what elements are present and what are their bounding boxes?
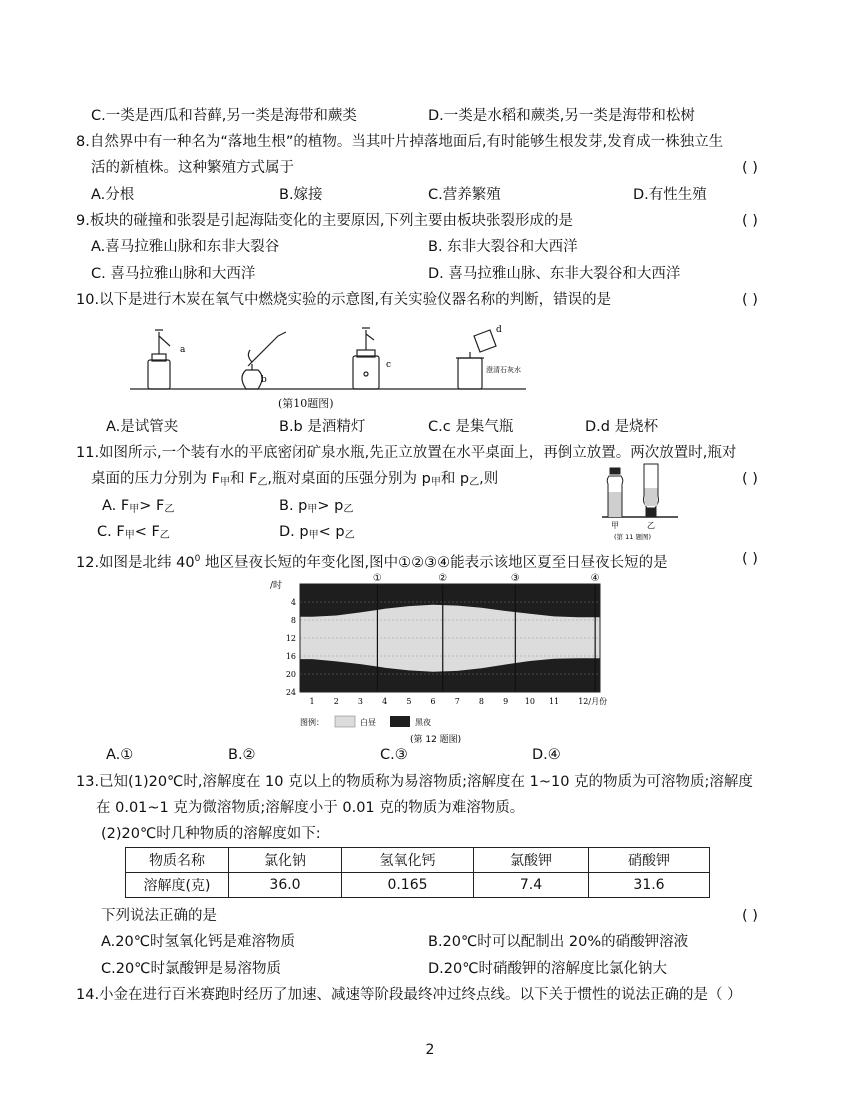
q8-answer-paren: ( ) [742, 160, 758, 176]
q11-figure [600, 462, 680, 542]
y-tick-label: 24 [285, 688, 296, 697]
q12-option-b: B.② [228, 747, 256, 763]
q12-option-c: C.③ [380, 747, 408, 763]
x-tick-label: 11 [548, 697, 560, 706]
x-tick-label: 9 [503, 697, 509, 706]
table-cell: 氢氧化钙 [342, 848, 474, 873]
q11-option-a: A. $F_甲> F_乙$ [102, 498, 175, 515]
q11-option-c: C. $F_甲< F_乙$ [97, 524, 170, 541]
table-header-row [126, 848, 710, 873]
q10-option-d: D.d 是烧杯 [585, 419, 659, 435]
y-tick-label: 4 [290, 598, 296, 607]
table-cell: 31.6 [589, 873, 710, 898]
q9-stem: 9.板块的碰撞和张裂是引起海陆变化的主要原因,下列主要由板块张裂形成的是 [76, 213, 573, 229]
x-tick-label: 10 [524, 697, 535, 706]
x-tick-label: 6 [430, 697, 436, 706]
q9-option-c: C. 喜马拉雅山脉和大西洋 [91, 266, 256, 282]
table-cell: 7.4 [474, 873, 589, 898]
q9-option-b: B. 东非大裂谷和大西洋 [428, 239, 578, 255]
q12-option-a: A.① [106, 747, 134, 763]
table-cell: 物质名称 [126, 848, 229, 873]
q12-chart [268, 570, 618, 748]
q8-stem-line2: 活的新植株。这种繁殖方式属于 [91, 160, 294, 176]
y-axis-label: /时 [270, 581, 283, 591]
apparatus-beaker-pouring [456, 330, 496, 389]
marker-label: ① [372, 573, 382, 584]
q14-stem: 14.小金在进行百米赛跑时经历了加速、减速等阶段最终冲过终点线。以下关于惯性的说法正确的是（ ） [76, 987, 742, 1003]
table-cell: 氯酸钾 [474, 848, 589, 873]
q11-stem-line2: 桌面的压力分别为 $F_甲$和 $F_乙$,瓶对桌面的压强分别为 $p_甲$和 $p_乙$,则 [91, 471, 499, 488]
x-tick-label: 5 [406, 697, 412, 706]
legend-night-swatch [390, 716, 410, 727]
table-cell: 硝酸钾 [589, 848, 710, 873]
label-a: a [180, 345, 186, 355]
q9-option-a: A.喜马拉雅山脉和东非大裂谷 [91, 239, 280, 255]
q13-option-a: A.20℃时氢氧化钙是难溶物质 [101, 934, 296, 950]
table-cell: 36.0 [229, 873, 342, 898]
q11-option-b: B. $p_甲> p_乙$ [279, 498, 354, 515]
marker-label: ③ [510, 573, 520, 584]
inverted-bottle [643, 464, 658, 517]
x-tick-label: 1 [309, 697, 315, 706]
table-cell: 0.165 [342, 873, 474, 898]
legend-day-label: 白昼 [360, 718, 376, 727]
q12-figure-caption: (第 12 题图) [410, 735, 462, 745]
apparatus-bottle-with-holder [148, 330, 170, 389]
q9-option-d: D. 喜马拉雅山脉、东非大裂谷和大西洋 [428, 266, 681, 282]
marker-label: ④ [590, 573, 600, 584]
apparatus-gas-jar [353, 328, 379, 389]
q12-option-d: D.④ [532, 747, 561, 763]
x-tick-label: 2 [333, 697, 339, 706]
label-yi: 乙 [647, 521, 655, 530]
q13-option-b: B.20℃时可以配制出 20%的硝酸钾溶液 [428, 934, 689, 950]
q8-option-d: D.有性生殖 [633, 187, 707, 203]
q8-option-a: A.分根 [91, 187, 135, 203]
upright-bottle [607, 468, 623, 517]
q11-option-d: D. $p_甲< p_乙$ [279, 524, 355, 541]
q7-option-c: C.一类是西瓜和苔藓,另一类是海带和蕨类 [91, 108, 357, 124]
q10-figure-caption: (第10题图) [278, 397, 334, 410]
q8-option-c: C.营养繁殖 [428, 187, 501, 203]
q13-option-c: C.20℃时氯酸钾是易溶物质 [101, 961, 281, 977]
q10-stem: 10.以下是进行木炭在氧气中燃烧实验的示意图,有关实验仪器名称的判断，错误的是 [76, 292, 612, 308]
q11-answer-paren: ( ) [742, 471, 758, 487]
q13-stem-line1: 13.已知(1)20℃时,溶解度在 10 克以上的物质称为易溶物质;溶解度在 1~10 克的物质为可溶物质;溶解度 [76, 774, 753, 790]
y-tick-label: 20 [285, 670, 296, 679]
q9-answer-paren: ( ) [742, 213, 758, 229]
q8-option-b: B.嫁接 [279, 187, 323, 203]
x-tick-label: 3 [357, 697, 364, 706]
x-tick-labels [310, 696, 608, 706]
legend-night-label: 黑夜 [415, 718, 431, 727]
q13-ask: 下列说法正确的是 [101, 908, 217, 924]
y-tick-label: 16 [285, 652, 296, 661]
q13-answer-paren: ( ) [742, 908, 758, 924]
table-row [126, 873, 710, 898]
q12-answer-paren: ( ) [742, 551, 758, 567]
q13-stem-line2: 在 0.01~1 克为微溶物质;溶解度小于 0.01 克的物质为难溶物质。 [96, 800, 525, 816]
q11-stem-line1: 11.如图所示,一个装有水的平底密闭矿泉水瓶,先正立放置在水平桌面上，再倒立放置。两次放置时,瓶对 [76, 445, 737, 461]
y-tick-labels [286, 598, 296, 697]
table-cell: 溶解度(克) [126, 873, 229, 898]
y-tick-label: 12 [285, 634, 296, 643]
legend-label: 图例： [300, 718, 324, 727]
q10-option-a: A.是试管夹 [106, 419, 179, 435]
q7-option-d: D.一类是水稻和蕨类,另一类是海带和松树 [428, 108, 695, 124]
q10-answer-paren: ( ) [742, 292, 758, 308]
q13-stem-line3: (2)20℃时几种物质的溶解度如下: [101, 826, 321, 842]
label-c: c [386, 360, 392, 370]
q8-stem-line1: 8.自然界中有一种名为“落地生根”的植物。当其叶片掉落地面后,有时能够生根发芽,发育成一株独立生 [76, 134, 724, 150]
solubility-table [125, 847, 710, 898]
q13-option-d: D.20℃时硝酸钾的溶解度比氯化钠大 [428, 961, 668, 977]
label-limewater: 澄清石灰水 [486, 366, 521, 374]
q11-figure-caption: (第 11 题图) [614, 533, 651, 541]
label-b: b [261, 375, 267, 385]
x-tick-label: 12/月份 [578, 697, 608, 706]
x-tick-label: 4 [382, 697, 388, 706]
page-number: 2 [425, 1042, 435, 1058]
x-tick-label: 8 [478, 697, 484, 706]
q10-option-c: C.c 是集气瓶 [428, 419, 514, 435]
marker-label: ② [438, 573, 448, 584]
q10-option-b: B.b 是酒精灯 [279, 419, 366, 435]
q12-stem: 12.如图是北纬 $40^0$ 地区昼夜长短的年变化图,图中①②③④能表示该地区夏至日昼夜长短的是 [76, 554, 668, 571]
legend-day-swatch [335, 716, 355, 727]
table-cell: 氯化钠 [229, 848, 342, 873]
x-tick-label: 7 [454, 697, 460, 706]
label-jia: 甲 [611, 521, 619, 530]
y-tick-label: 8 [290, 616, 296, 625]
label-d: d [496, 325, 502, 335]
